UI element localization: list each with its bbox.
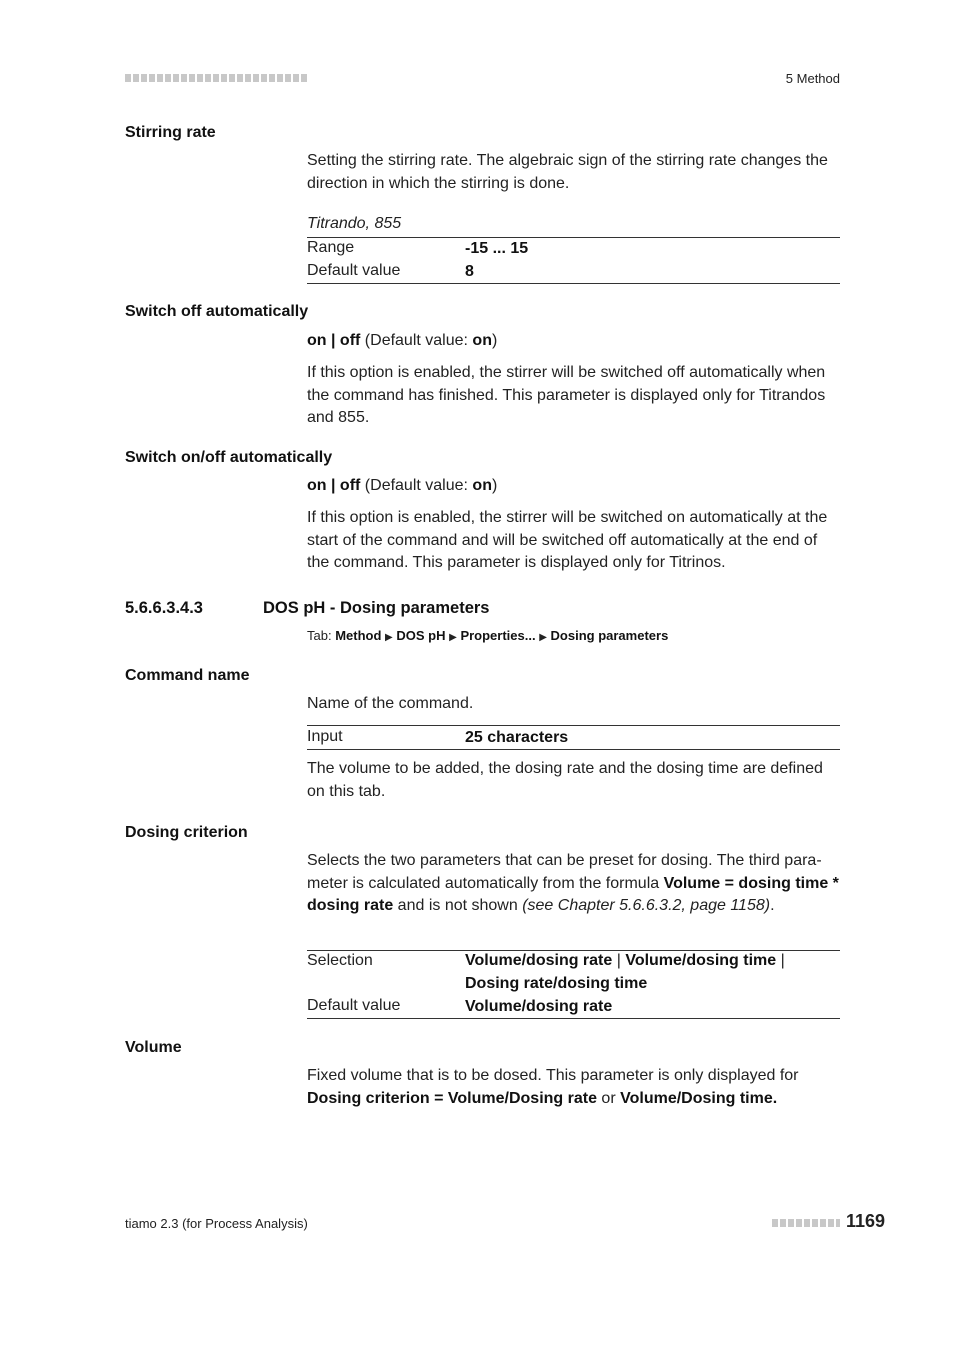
criterion-ref: Dosing criterion = Volume/Dosing rate	[307, 1089, 597, 1107]
desc-part: Fixed volume that is to be dosed. This parameter is only displayed for	[307, 1067, 799, 1084]
table-rule-bottom	[307, 283, 840, 284]
default-value: on	[472, 332, 492, 349]
table-rule-bottom	[307, 1018, 840, 1019]
option-on: on	[307, 477, 327, 494]
row-label-input: Input	[307, 728, 343, 745]
option-volume-dosing-time: Volume/dosing time	[625, 952, 777, 969]
footer-product: tiamo 2.3 (for Process Analysis)	[125, 1216, 308, 1231]
row-value-default: Volume/dosing rate	[465, 998, 613, 1015]
switch-onoff-options	[307, 475, 840, 498]
switch-off-options	[307, 330, 840, 353]
chapter-reference: (see Chapter 5.6.6.3.2, page 1158)	[522, 897, 771, 914]
footer-decoration-bar	[772, 1219, 840, 1227]
option-separator: |	[612, 952, 626, 969]
tab-path-method: Method	[335, 628, 382, 643]
table-caption: Titrando, 855	[307, 215, 402, 232]
row-label-range: Range	[307, 239, 355, 256]
option-separator: |	[776, 952, 785, 969]
tab-path	[307, 628, 668, 643]
heading-volume: Volume	[125, 1039, 182, 1056]
switch-onoff-description: If this option is enabled, the stirrer will be switched on automatically at the start of the command and will be switched off automatically at the end of the command. This parameter is displayed only for Titrinos.	[307, 509, 828, 571]
option-off: off	[339, 332, 361, 349]
volume-description	[307, 1065, 840, 1110]
tab-path-properties: Properties...	[460, 628, 536, 643]
arrow-right-icon: ▶	[385, 632, 393, 643]
option-on: on	[307, 332, 327, 349]
default-suffix: )	[491, 477, 498, 494]
page-number: 1169	[846, 1211, 886, 1231]
command-name-note: The volume to be added, the dosing rate and the dosing time are defined on this tab.	[307, 760, 823, 800]
heading-dosing-criterion: Dosing criterion	[125, 824, 248, 841]
table-rule-bottom	[307, 749, 840, 750]
arrow-right-icon: ▶	[539, 632, 547, 643]
row-label-default: Default value	[307, 262, 401, 279]
row-value-input: 25 characters	[465, 729, 569, 746]
tab-path-dos-ph: DOS pH	[396, 628, 446, 643]
option-off: off	[339, 477, 361, 494]
section-number: 5.6.6.3.4.3	[125, 599, 203, 617]
section-title: DOS pH - Dosing parameters	[263, 599, 490, 617]
chapter-header: 5 Method	[785, 71, 840, 86]
arrow-right-icon: ▶	[449, 632, 457, 643]
option-volume-dosing-rate: Volume/dosing rate	[465, 952, 613, 969]
default-suffix: )	[491, 332, 498, 349]
desc-part: Selects the two parameters that can be preset for dosing. The third para-meter is calculated automatically from the formula	[307, 852, 822, 892]
tab-path-dosing-parameters: Dosing parameters	[550, 628, 669, 643]
heading-switch-off: Switch off automatically	[125, 303, 309, 320]
row-value-range: -15 ... 15	[465, 240, 529, 257]
default-prefix: (Default value:	[360, 477, 473, 494]
row-label-default: Default value	[307, 997, 401, 1014]
command-name-description: Name of the command.	[307, 695, 474, 712]
heading-switch-onoff: Switch on/off automatically	[125, 449, 333, 466]
option-dosing-rate-dosing-time: Dosing rate/dosing time	[465, 974, 648, 992]
row-value-default: 8	[465, 263, 474, 280]
desc-part: or	[596, 1089, 621, 1107]
default-value: on	[472, 477, 492, 494]
desc-part: .	[770, 897, 775, 914]
default-prefix: (Default value:	[360, 332, 473, 349]
tab-prefix: Tab:	[307, 628, 336, 643]
desc-part: and is not shown	[393, 897, 523, 914]
option-separator: |	[326, 477, 340, 494]
header-decoration-bar	[125, 74, 307, 82]
option-separator: |	[326, 332, 340, 349]
stirring-rate-description: Setting the stirring rate. The algebraic sign of the stirring rate changes the direction in which the stirring is done.	[307, 152, 828, 192]
heading-command-name: Command name	[125, 667, 250, 684]
formula: Volume = dosing time * dosing rate	[307, 874, 839, 914]
switch-off-description: If this option is enabled, the stirrer will be switched off automatically when the command has finished. This parameter is displayed only for Titrandos and 855.	[307, 364, 826, 426]
table-rule-top	[307, 725, 840, 726]
criterion-ref: Volume/Dosing time.	[620, 1089, 778, 1107]
row-value-selection	[465, 950, 840, 995]
dosing-criterion-description	[307, 850, 840, 918]
row-label-selection: Selection	[307, 952, 373, 969]
heading-stirring-rate: Stirring rate	[125, 124, 216, 141]
